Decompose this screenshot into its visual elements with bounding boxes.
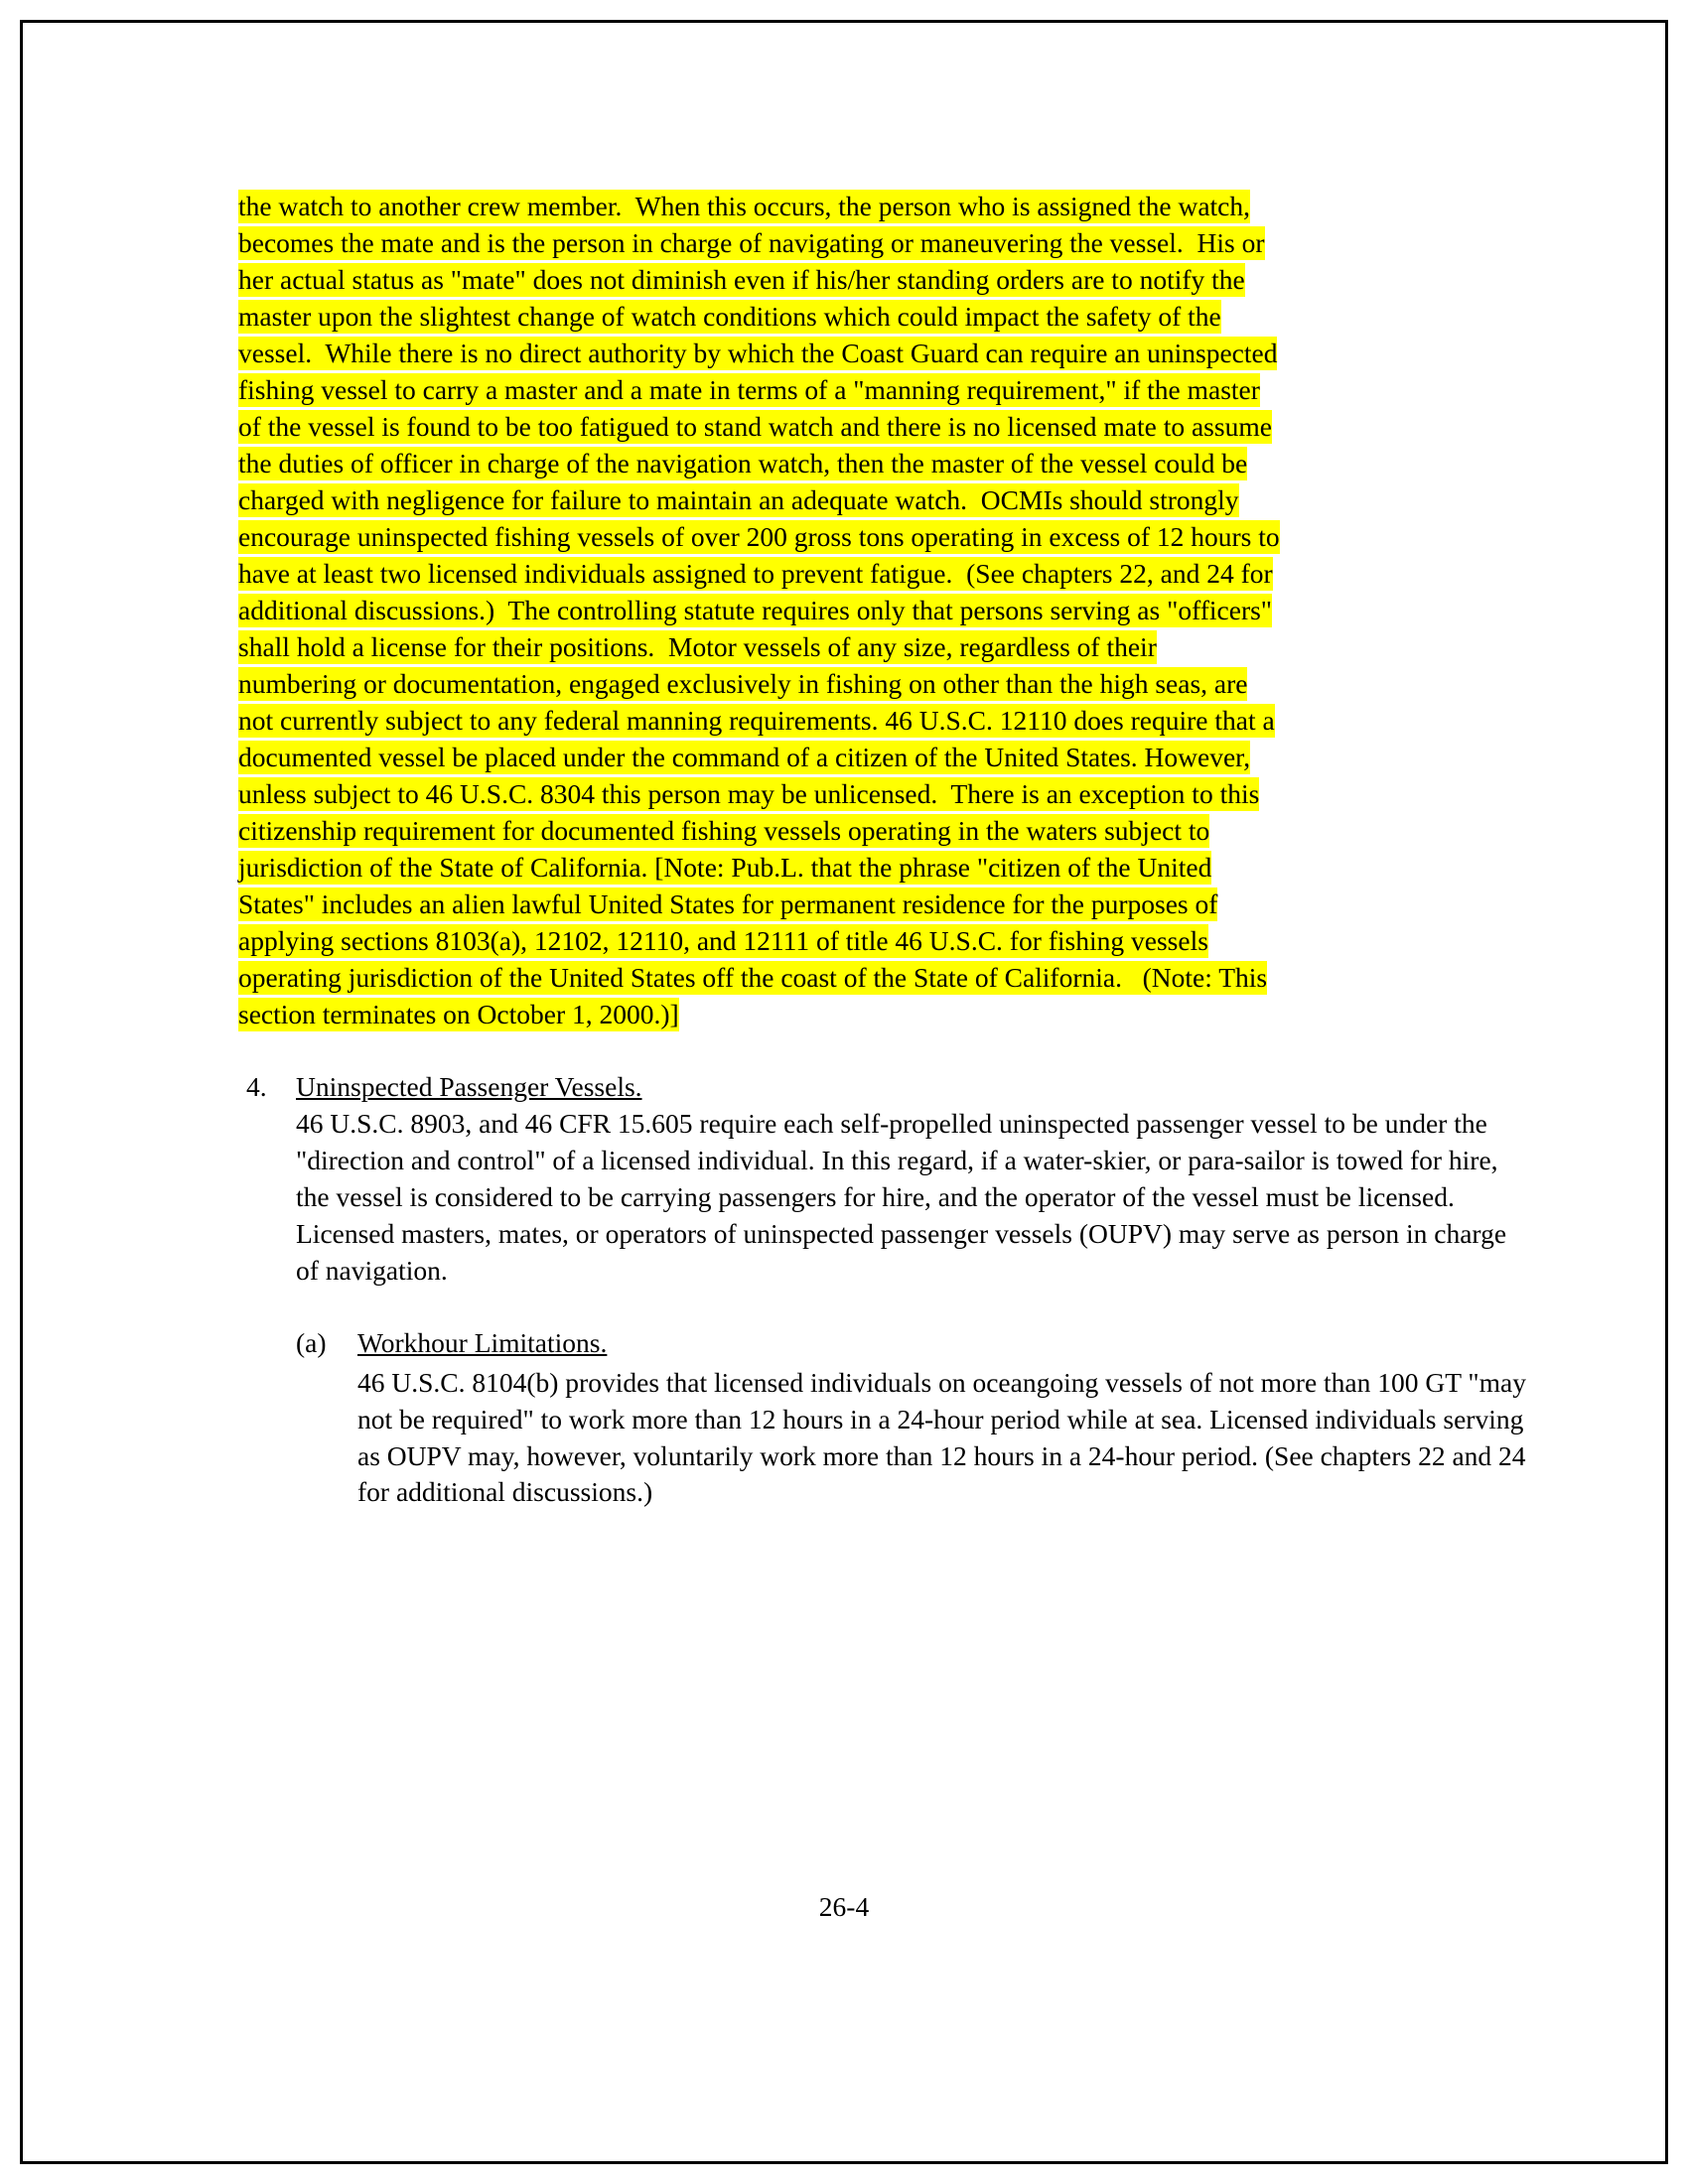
highlight-mark: section terminates on October 1, 2000.)]: [238, 998, 679, 1029]
highlighted-line: [238, 482, 1529, 519]
highlight-mark: fishing vessel to carry a master and a mate in terms of a "manning requirement," if the master: [238, 373, 1260, 405]
highlighted-line: [238, 776, 1529, 813]
highlighted-line: [238, 262, 1529, 299]
highlighted-line: [238, 189, 1529, 225]
highlight-mark: of the vessel is found to be too fatigued to stand watch and there is no licensed mate to assume: [238, 410, 1272, 442]
highlight-mark: master upon the slightest change of watch conditions which could impact the safety of the: [238, 300, 1221, 332]
section-4-body: [296, 1069, 1529, 1290]
highlighted-line: [238, 997, 1529, 1033]
highlighted-line: [238, 299, 1529, 336]
highlighted-line: [238, 519, 1529, 556]
highlight-mark: numbering or documentation, engaged exclusively in fishing on other than the high seas, are: [238, 667, 1248, 699]
highlighted-line: [238, 850, 1529, 887]
highlight-mark: the duties of officer in charge of the navigation watch, then the master of the vessel could be: [238, 447, 1248, 478]
highlighted-line: [238, 666, 1529, 703]
highlighted-line: [238, 813, 1529, 850]
highlight-mark: additional discussions.) The controlling statute requires only that persons serving as "officers": [238, 594, 1273, 625]
highlighted-line: [238, 556, 1529, 593]
highlighted-paragraph: [238, 189, 1529, 1033]
highlight-mark: shall hold a license for their positions. Motor vessels of any size, regardless of their: [238, 630, 1157, 662]
highlighted-line: [238, 225, 1529, 262]
highlight-mark: becomes the mate and is the person in charge of navigating or maneuvering the vessel. His or: [238, 226, 1265, 258]
highlighted-line: [238, 923, 1529, 960]
highlighted-line: [238, 740, 1529, 776]
highlighted-line: [238, 372, 1529, 409]
highlight-mark: vessel. While there is no direct authority by which the Coast Guard can require an uninspected: [238, 337, 1278, 368]
highlight-mark: unless subject to 46 U.S.C. 8304 this person may be unlicensed. There is an exception to this: [238, 777, 1260, 809]
highlight-mark: citizenship requirement for documented fishing vessels operating in the waters subject to: [238, 814, 1210, 846]
subsection-a-number: (a): [296, 1326, 327, 1358]
highlight-mark: applying sections 8103(a), 12102, 12110, and 12111 of title 46 U.S.C. for fishing vessels: [238, 924, 1208, 956]
subsection-a-heading: Workhour Limitations.: [357, 1326, 608, 1358]
highlighted-line: [238, 887, 1529, 923]
highlight-mark: not currently subject to any federal manning requirements. 46 U.S.C. 12110 does require that a: [238, 704, 1275, 736]
subsection-a: [296, 1325, 1529, 1512]
highlighted-line: [238, 960, 1529, 997]
page-content: [238, 189, 1529, 1511]
highlight-mark: encourage uninspected fishing vessels of over 200 gross tons operating in excess of 12 hours to: [238, 520, 1280, 552]
highlighted-line: [238, 336, 1529, 372]
highlighted-line: [238, 629, 1529, 666]
highlight-mark: the watch to another crew member. When this occurs, the person who is assigned the watch,: [238, 191, 1250, 221]
page-footer: [0, 1891, 1688, 1923]
page-number: 26-4: [818, 1891, 870, 1922]
section-4-heading: Uninspected Passenger Vessels.: [296, 1070, 642, 1102]
section-4-paragraph: 46 U.S.C. 8903, and 46 CFR 15.605 require each self-propelled uninspected passenger vessel to be under the "direction and control" of a licensed individual. In this regard, if a water-skier, or para-sailor is towed for hire, the vessel is considered to be carrying passengers for hire, and the operator of the vessel must be licensed. Licensed masters, mates, or operators of uninspected passenger vessels (OUPV) may serve as person in charge of navigation.: [296, 1107, 1507, 1286]
highlight-mark: jurisdiction of the State of California. [Note: Pub.L. that the phrase "citizen of the United: [238, 851, 1212, 883]
highlight-mark: have at least two licensed individuals assigned to prevent fatigue. (See chapters 22, and 24 for: [238, 557, 1273, 589]
highlight-mark: charged with negligence for failure to maintain an adequate watch. OCMIs should strongly: [238, 483, 1239, 515]
highlighted-line: [238, 409, 1529, 446]
highlight-mark: States" includes an alien lawful United States for permanent residence for the purposes of: [238, 887, 1218, 919]
highlight-mark: operating jurisdiction of the United States off the coast of the State of California. (Note: This: [238, 961, 1268, 993]
highlighted-line: [238, 703, 1529, 740]
subsection-a-paragraph: 46 U.S.C. 8104(b) provides that licensed individuals on oceangoing vessels of not more than 100 GT "may not be required" to work more than 12 hours in a 24-hour period while at sea. Licensed individuals serving as OUPV may, however, voluntarily work more than 12 hours in a 24-hour period. (See chapters 22 and 24 for additional discussions.): [357, 1366, 1526, 1508]
highlighted-line: [238, 446, 1529, 482]
section-4: [238, 1069, 1529, 1290]
highlighted-line: [238, 593, 1529, 629]
highlight-mark: her actual status as "mate" does not diminish even if his/her standing orders are to notify the: [238, 263, 1245, 295]
highlight-mark: documented vessel be placed under the command of a citizen of the United States. However,: [238, 741, 1251, 772]
section-4-number: 4.: [246, 1070, 267, 1102]
subsection-a-body: [357, 1325, 1529, 1512]
